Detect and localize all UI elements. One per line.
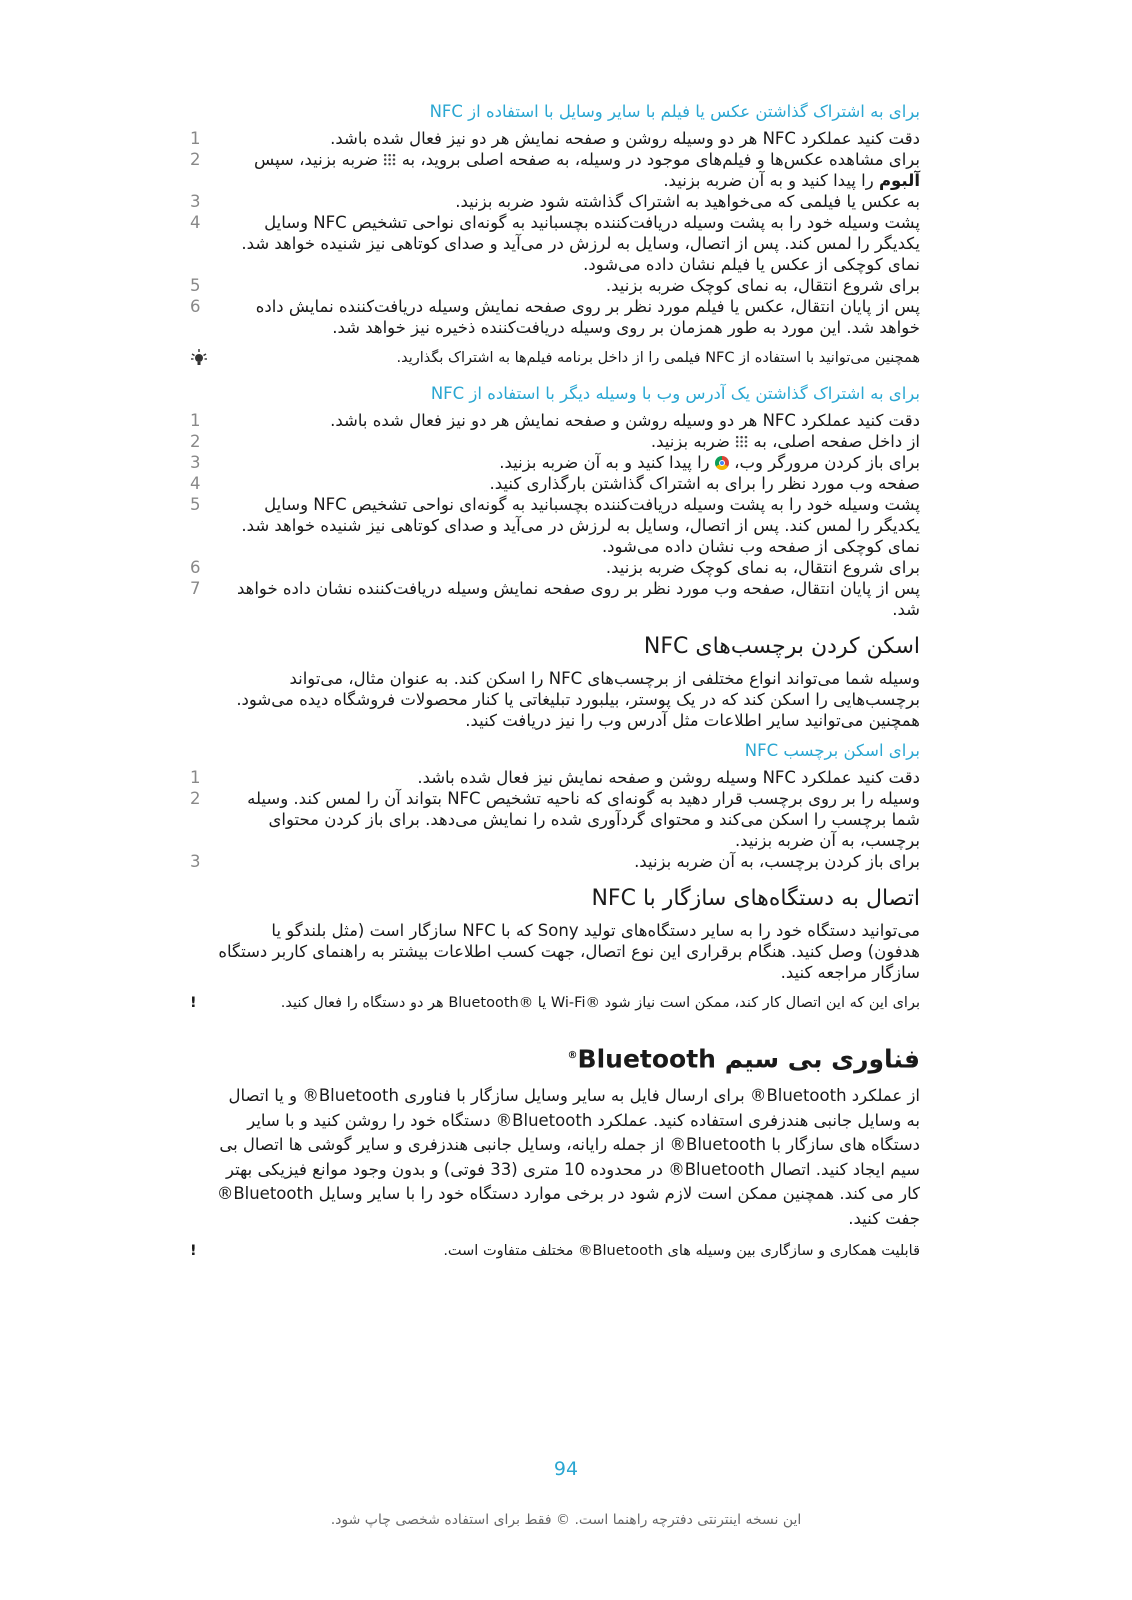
step-item: 1 دقت کنید عملکرد NFC وسیله روشن و صفحه نمایش نیز فعال شده باشد. [190, 768, 920, 787]
exclamation-icon: ! [190, 1243, 197, 1260]
step-item: 1 دقت کنید عملکرد NFC هر دو وسیله روشن و صفحه نمایش هر دو نیز فعال شده باشد. [190, 411, 920, 430]
heading-bluetooth: فناوری بی سیم Bluetooth® [567, 1044, 920, 1074]
step-item: 2 برای مشاهده عکس‌ها و فیلم‌های موجود در وسیله، به صفحه اصلی بروید، به ضربه بزنید، سپس آلبوم را پیدا کنید و به آن ضربه بزنید. [190, 150, 920, 190]
subheading-share-photo: برای به اشتراک گذاشتن عکس یا فیلم با سایر وسایل با استفاده از NFC [429, 102, 920, 121]
exclamation-icon: ! [190, 995, 197, 1011]
heading-connect: اتصال به دستگاه‌های سازگار با NFC [591, 886, 920, 911]
step-item: 4 صفحه وب مورد نظر را برای به اشتراک گذاشتن بارگذاری کنید. [190, 474, 920, 493]
page-number: 94 [553, 1458, 579, 1480]
step-item: 5 پشت وسیله خود را به پشت وسیله دریافت‌کننده بچسبانید به گونه‌ای نواحی تشخیص NFC وسایل یکدیگر را لمس کند. پس از اتصال، وسایل به لرزش در می‌آید و صدای کوتاهی نیز شنیده خواهد شد. نمای کوچکی از صفحه وب نشان داده می‌شود. [190, 495, 920, 556]
step-item: 5 برای شروع انتقال، به نمای کوچک ضربه بزنید. [190, 276, 920, 295]
step-item: 2 از داخل صفحه اصلی، به ضربه بزنید. [190, 432, 920, 451]
paragraph-bluetooth: از عملکرد Bluetooth® برای ارسال فایل به سایر وسایل سازگار با فناوری Bluetooth® و یا اتصال به وسایل جانبی هندزفری استفاده کنید. عملکرد Bluetooth® دستگاه خود را روشن کنید و با سایر دستگاه های سازگار با Bluetooth® از جمله رایانه، وسایل جانبی هندزفری و سایر گوشی ها اتصال بی سیم ایجاد کنید. اتصال Bluetooth® در محدوده 10 متری (33 فوتی) و بدون وجود موانع فیزیکی بهتر کار می کند. همچنین ممکن است لازم شود در برخی موارد دستگاه خود را با سایر وسایل Bluetooth® جفت کنید. [216, 1086, 920, 1228]
step-item: 7 پس از پایان انتقال، صفحه وب مورد نظر بر روی صفحه نمایش وسیله دریافت‌کننده نشان داده خواهد شد. [190, 579, 920, 619]
steps-scan-tag [190, 767, 920, 872]
warning-note: ! برای این که این اتصال کار کند، ممکن است نیاز شود ®Wi-Fi یا ®Bluetooth هر دو دستگاه را فعال کنید. [190, 995, 920, 1011]
heading-scan-tags: اسکن کردن برچسب‌های NFC [643, 634, 920, 659]
paragraph-scan-tags: وسیله شما می‌تواند انواع مختلفی از برچسب‌های NFC را اسکن کند. به عنوان مثال، می‌تواند برچسب‌هایی را اسکن کند که در یک پوستر، بیلبورد تبلیغاتی یا کنار محصولات فروشگاه دیده می‌شود. همچنین می‌توانید سایر اطلاعات مثل آدرس وب را نیز دریافت کنید. [236, 669, 920, 730]
subheading-share-web: برای به اشتراک گذاشتن یک آدرس وب با وسیله دیگر با استفاده از NFC [430, 384, 920, 403]
app-grid-icon [735, 435, 748, 448]
steps-share-photo [190, 128, 920, 338]
app-grid-icon [383, 153, 396, 166]
step-item: 3 برای باز کردن مرورگر وب، را پیدا کنید و به آن ضربه بزنید. [190, 453, 920, 472]
subheading-scan-tag: برای اسکن برچسب NFC [744, 741, 920, 760]
step-item: 4 پشت وسیله خود را به پشت وسیله دریافت‌کننده بچسبانید به گونه‌ای نواحی تشخیص NFC وسایل یکدیگر را لمس کند. پس از اتصال، وسایل به لرزش در می‌آید و صدای کوتاهی نیز شنیده خواهد شد. نمای کوچکی از عکس یا فیلم نشان داده می‌شود. [190, 213, 920, 274]
tip-note: همچنین می‌توانید با استفاده از NFC فیلمی را از داخل برنامه فیلم‌ها به اشتراک بگذارید. [190, 348, 920, 372]
step-item: 6 پس از پایان انتقال، عکس یا فیلم مورد نظر بر روی صفحه نمایش وسیله دریافت‌کننده نمایش داده خواهد شد. این مورد به طور همزمان بر روی وسیله دریافت‌کننده ذخیره نیز خواهد شد. [190, 297, 920, 337]
album-app-name: آلبوم [878, 171, 920, 190]
step-item: 1 دقت کنید عملکرد NFC هر دو وسیله روشن و صفحه نمایش هر دو نیز فعال شده باشد. [190, 129, 920, 148]
footer-note: این نسخه اینترنتی دفترچه راهنما است. © فقط برای استفاده شخصی چاپ شود. [330, 1512, 802, 1528]
warning-note: ! قابلیت همکاری و سازگاری بین وسیله های Bluetooth® مختلف متفاوت است. [190, 1243, 920, 1260]
step-item: 2 وسیله را بر روی برچسب قرار دهید به گونه‌ای که ناحیه تشخیص NFC بتواند آن را لمس کند. وسیله شما برچسب را اسکن می‌کند و محتوای گردآوری شده را نمایش می‌دهد. برای باز کردن محتوای برچسب، به آن ضربه بزنید. [190, 789, 920, 850]
lightbulb-icon [190, 348, 216, 372]
document-page [190, 100, 920, 1271]
step-item: 3 به عکس یا فیلمی که می‌خواهید به اشتراک گذاشته شود ضربه بزنید. [190, 192, 920, 211]
steps-share-web [190, 410, 920, 620]
step-item: 3 برای باز کردن برچسب، به آن ضربه بزنید. [190, 852, 920, 871]
paragraph-connect: می‌توانید دستگاه خود را به سایر دستگاه‌های تولید Sony که با NFC سازگار است (مثل بلندگو یا هدفون) وصل کنید. هنگام برقراری این نوع اتصال، جهت کسب اطلاعات بیشتر به راهنمای کاربر دستگاه سازگار مراجعه کنید. [218, 921, 920, 982]
chrome-icon [715, 456, 729, 470]
step-item: 6 برای شروع انتقال، به نمای کوچک ضربه بزنید. [190, 558, 920, 577]
